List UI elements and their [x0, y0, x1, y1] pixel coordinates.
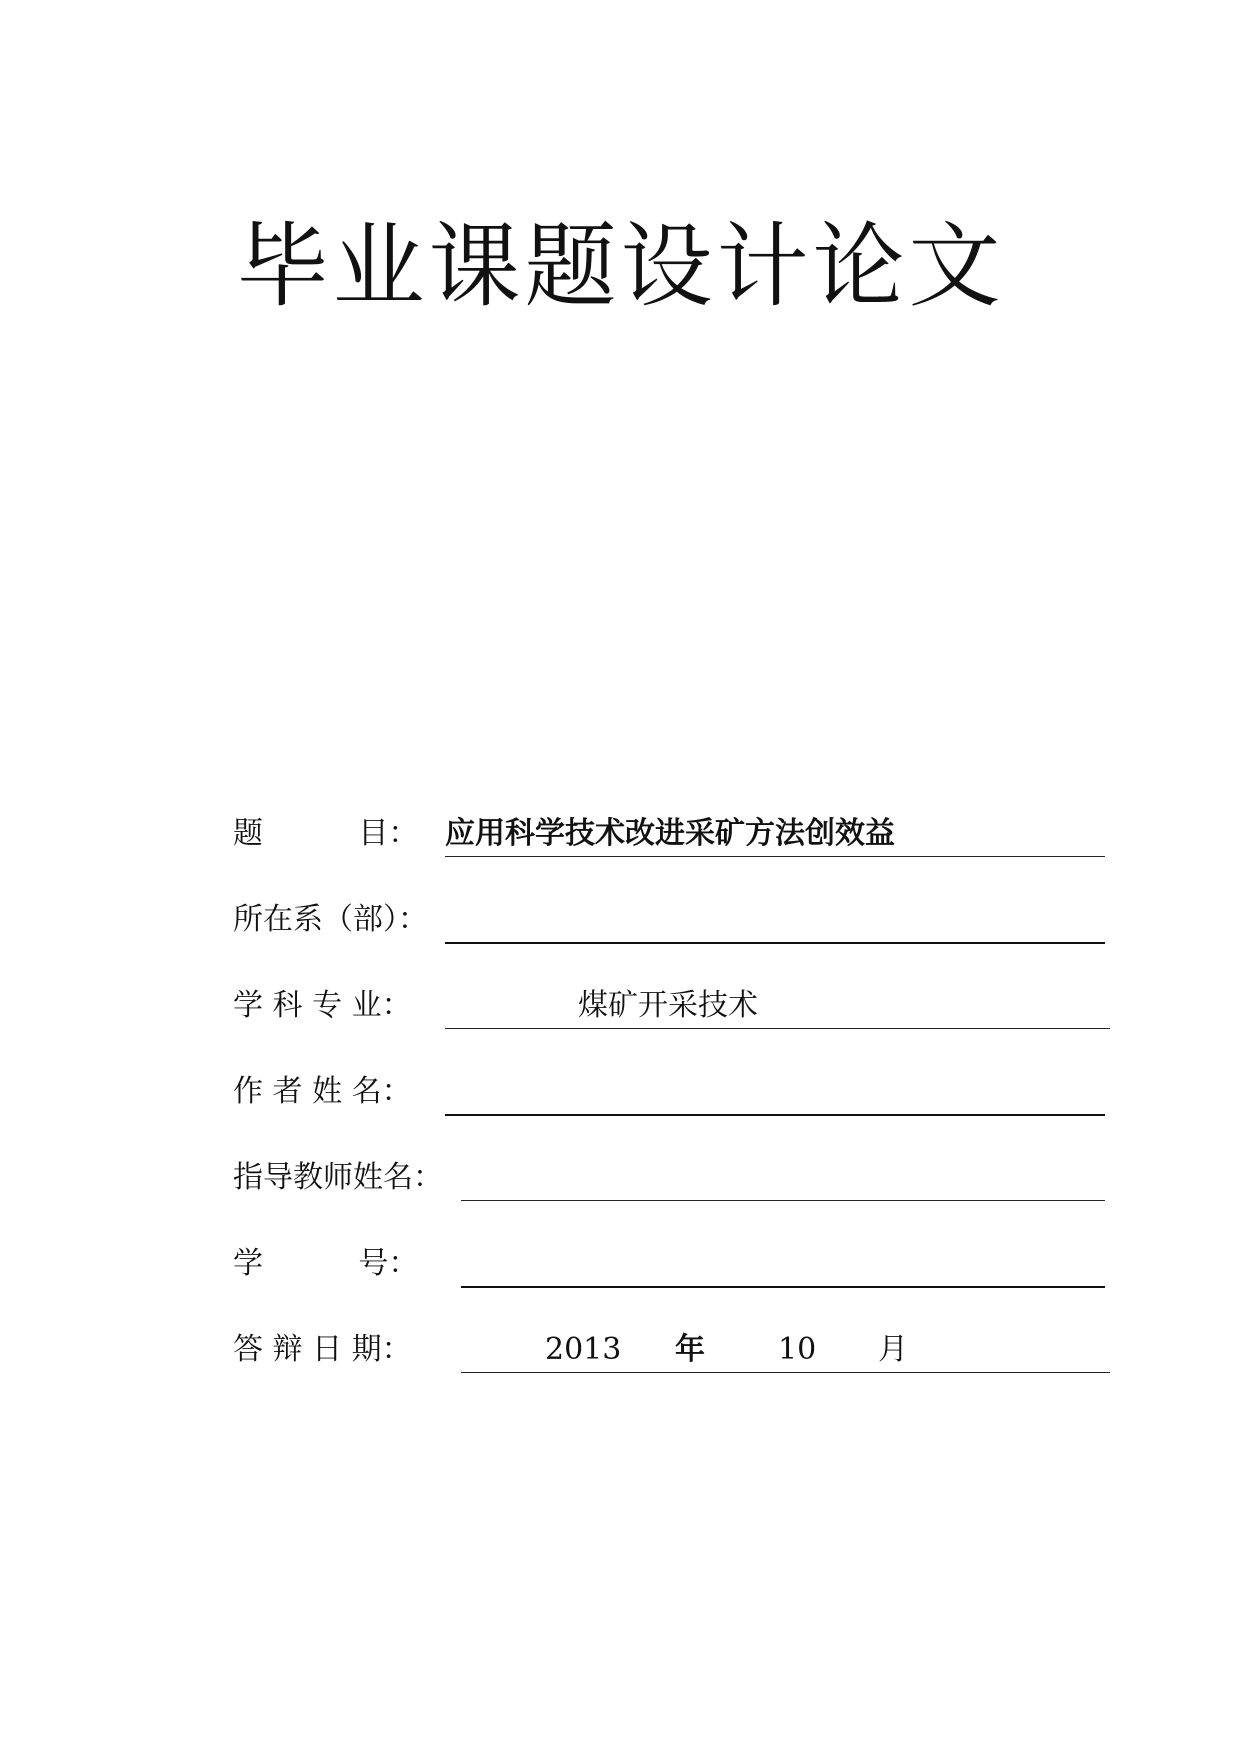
major-row [233, 984, 1113, 1034]
department-label: 所在系（部）： [233, 902, 428, 937]
defense-year-unit: 年 [675, 1332, 705, 1367]
defense-month-unit: 月 [878, 1332, 908, 1367]
major-label: 学 科 专 业： [233, 988, 412, 1023]
student-id-field[interactable] [461, 1242, 1105, 1288]
topic-value: 应用科学技术改进采矿方法创效益 [445, 816, 895, 851]
advisor-label: 指导教师姓名： [233, 1160, 443, 1195]
student-id-label: 学 号： [233, 1246, 419, 1281]
author-row [233, 1070, 1113, 1120]
document-title: 毕业课题设计论文 [236, 213, 1005, 320]
author-field[interactable] [445, 1070, 1105, 1116]
topic-row [233, 812, 1113, 862]
department-row [233, 898, 1113, 948]
major-field[interactable] [445, 984, 1110, 1029]
advisor-field[interactable] [461, 1156, 1105, 1201]
author-label: 作 者 姓 名： [233, 1074, 412, 1109]
defense-year: 2013 [545, 1332, 622, 1367]
student-id-row [233, 1242, 1113, 1292]
department-field[interactable] [445, 898, 1105, 944]
major-value: 煤矿开采技术 [578, 988, 758, 1023]
defense-date-row [233, 1328, 1113, 1378]
topic-label: 题 目： [233, 816, 419, 851]
defense-date-label: 答 辩 日 期： [233, 1332, 412, 1367]
advisor-row [233, 1156, 1113, 1206]
defense-month: 10 [778, 1332, 817, 1367]
